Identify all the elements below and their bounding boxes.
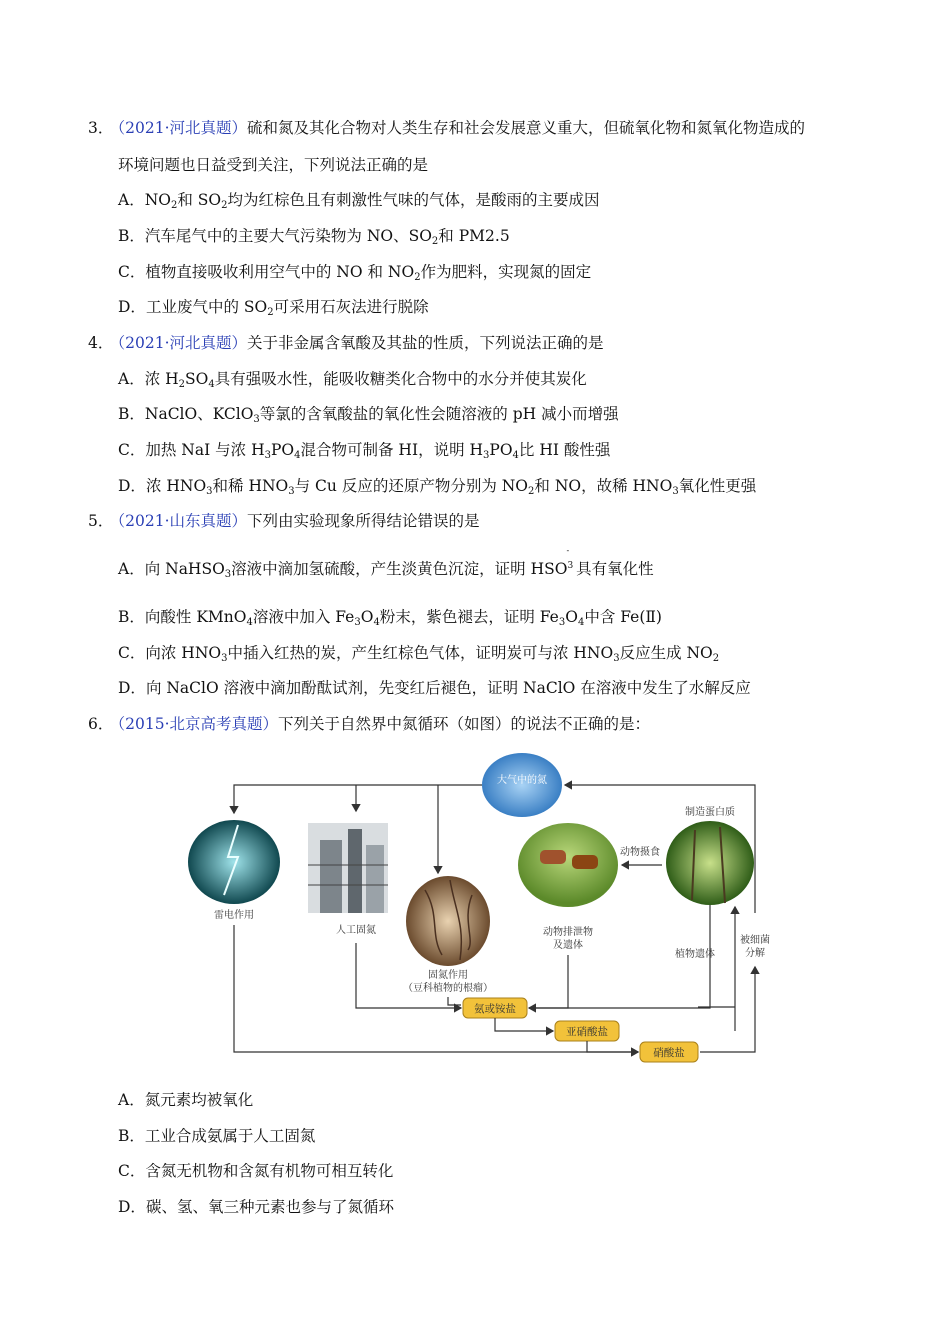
- lightning-label: 雷电作用: [214, 910, 254, 921]
- q6-option-b: B．工业合成氨属于人工固氮: [118, 1127, 316, 1145]
- nitrate-label: 硝酸盐: [653, 1047, 685, 1059]
- q3-option-c: C．植物直接吸收利用空气中的 NO 和 $NO_2$作为肥料，实现氮的固定: [118, 263, 592, 283]
- q5-number: 5．: [88, 512, 114, 530]
- forest-image: [666, 821, 754, 905]
- q3-option-b: B．汽车尾气中的主要大气污染物为 NO、$SO_2$和 PM2.5: [118, 227, 510, 247]
- q5-option-d: D．向 NaClO 溶液中滴加酚酞试剂，先变红后褪色，证明 NaClO 在溶液中发生了水解反应: [118, 679, 751, 697]
- atmosphere-label: 大气中的氮: [497, 775, 547, 786]
- bacteria-sublabel: 分解: [745, 948, 765, 959]
- q3-option-a: A．$NO_2$和 $SO_2$均为红棕色且有刺激性气味的气体，是酸雨的主要成因: [118, 191, 600, 211]
- q4-source: （2021·河北真题）: [117, 334, 247, 352]
- q4-option-a: A．浓 $H_2SO_4$具有强吸水性，能吸收糖类化合物中的水分并使其炭化: [118, 370, 587, 390]
- cows-image: [518, 823, 618, 907]
- q3-stem-line1: [88, 118, 868, 138]
- bacteria-label: 被细菌: [740, 935, 770, 946]
- nitrite-label: 亚硝酸盐: [566, 1026, 608, 1038]
- q4-option-c: C．加热 NaI 与浓 $H_3PO_4$混合物可制备 HI，说明 $H_3PO_4$比 HI 酸性强: [118, 441, 611, 461]
- q5-stem: 5． （2021·山东真题）下列由实验现象所得结论错误的是: [88, 512, 480, 530]
- q6-option-c: C．含氮无机物和含氮有机物可相互转化: [118, 1162, 394, 1180]
- animal-eat-label: 动物摄食: [620, 847, 660, 858]
- q4-stem: 4． （2021·河北真题）关于非金属含氧酸及其盐的性质，下列说法正确的是: [88, 334, 604, 352]
- fixation-label: 固氮作用: [428, 970, 468, 981]
- q5-option-c: C．向浓 $HNO_3$中插入红热的炭，产生红棕色气体，证明炭可与浓 $HNO_3$反应生成 $NO_2$: [118, 644, 720, 664]
- animal-waste-sublabel: 及遗体: [553, 940, 583, 951]
- q4-option-d: D．浓 $HNO_3$和稀 $HNO_3$与 Cu 反应的还原产物分别为 $NO_2$和 NO，故稀 $HNO_3$氧化性更强: [118, 477, 757, 497]
- factory-image: [308, 823, 388, 913]
- root-nodule-image: [406, 876, 490, 966]
- q3-stem-line2: 环境问题也日益受到关注，下列说法正确的是: [118, 156, 429, 174]
- q6-option-d: D．碳、氢、氧三种元素也参与了氮循环: [118, 1198, 394, 1216]
- q6-number: 6．: [88, 715, 114, 733]
- q5-option-a: A．向 NaHSO$_3$溶液中滴加氢硫酸，产生淡黄色沉淀，证明 $HSO^{3 -}$ 具有氧化性: [118, 546, 654, 580]
- q5-option-b: B．向酸性 KMnO$_4$溶液中加入 $Fe_3O_4$粉末，紫色褪去，证明 $Fe_3O_4$中含 Fe(Ⅱ): [118, 608, 662, 628]
- q4-number: 4．: [88, 334, 114, 352]
- q4-option-b: B．NaClO、KClO$_3$等氯的含氧酸盐的氧化性会随溶液的 pH 减小而增强: [118, 405, 619, 425]
- q6-source: （2015·北京高考真题）: [117, 715, 278, 733]
- nitrogen-cycle-diagram: [180, 745, 780, 1070]
- q3-number: 3．: [88, 119, 114, 137]
- fixation-sublabel: （豆科植物的根瘤）: [403, 983, 493, 994]
- industrial-label: 人工固氮: [336, 925, 376, 936]
- ammonia-label: 氨或铵盐: [474, 1003, 516, 1015]
- q6-stem: 6． （2015·北京高考真题）下列关于自然界中氮循环（如图）的说法不正确的是：: [88, 715, 651, 733]
- plant-remains-label: 植物遗体: [675, 949, 715, 960]
- q3-option-d: D．工业废气中的 $SO_2$可采用石灰法进行脱除: [118, 298, 429, 318]
- protein-label: 制造蛋白质: [685, 807, 735, 818]
- q5-source: （2021·山东真题）: [117, 512, 247, 530]
- lightning-image: [188, 820, 280, 904]
- animal-waste-label: 动物排泄物: [543, 927, 593, 938]
- q3-source: （2021·河北真题）: [117, 119, 247, 137]
- q3-stem1: 硫和氮及其化合物对人类生存和社会发展意义重大，但硫氧化物和氮氧化物造成的: [247, 119, 806, 137]
- q6-option-a: A．氮元素均被氧化: [118, 1091, 254, 1109]
